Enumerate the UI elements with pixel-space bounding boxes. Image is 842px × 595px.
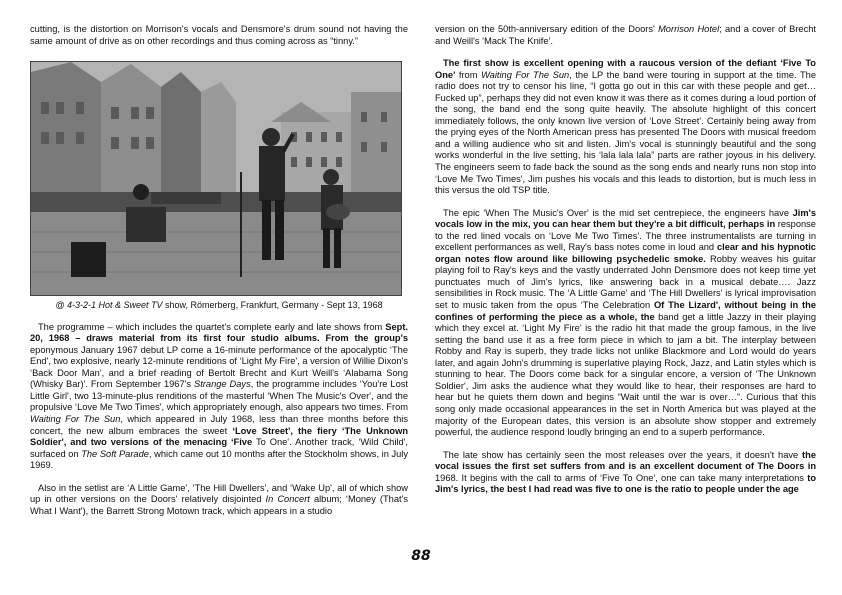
left-column <box>30 24 408 528</box>
right-column <box>435 24 816 507</box>
concert-photo <box>30 61 402 296</box>
page-number: 88 <box>411 548 431 564</box>
paragraph-late-show: The late show has certainly seen the most releases over the years, it doesn't have the vocal issues the first set suffers from and is an excellent document of The Doors in 1968. It begins with the call to arms of ‘Five To One', one can take many interpretations to Jim's lyrics, the best I had read was five to one is the ratio to people under the age <box>435 449 816 495</box>
paragraph-intro: cutting, is the distortion on Morrison's vocals and Densmore's drum sound not having the same amount of drive as on other recordings and thus coming across as “tinny.” <box>30 24 408 46</box>
paragraph-version: version on the 50th-anniversary edition of the Doors' Morrison Hotel; and a cover of Brecht and Weill's ‘Mack The Knife'. <box>435 24 816 46</box>
paragraph-setlist: Also in the setlist are ‘A Little Game', ‘The Hill Dwellers', and ‘Wake Up', all of which show up in other versions on the Doors' relatively disjointed In Concert album; ‘Money (That's What I Want'), the Barrett Strong Motown track, which appears in a studio <box>30 482 409 516</box>
paragraph-epic: The epic ‘When The Music's Over' is the mid set centrepiece, the engineers have Jim's vocals low in the mix, you can hear them but they're a bit difficult, perhaps in response to the red lined vocals on ‘Love Me Two Times'. The three instrumentalists are turning in excellent performances as well, Ray's bass notes come in loud and clear and his hypnotic organ notes flow around like billowing psychedelic smoke. Robby weaves his guitar playing foil to Ray's keys and the vastly underrated John Densmore does not keep time yet punctuates much of Jim's lyrics, like answering back in a musical debate…. Jazz sensibilities in Rock music. The ‘A Little Game' and ‘The Hill Dwellers' is lyrical improvisation set to music taken from the opus ‘The Celebration Of The Lizard', without being in the confines of performing the piece as a whole, the band get a little Jazzy in their playing which they excel at. ‘Light My Fire' is the radio hit that made the group famous, in the live setting the band use it as a free form piece in which to jam a bit. The interplay between Robby and Ray is superb, they trade licks not unlike Blackmore and Lord would do years later, and again John's drumming is superlative playing Rock, Jazz, and Latin styles which is stunning to hear. The Doors come back for a singular encore, a version of ‘The Unknown Soldier', Jim asks the audience what they would like to hear, their responses are hard to hear but he quiets them down and begins “Wait until the war is over…”. Curious that this song only made occasional appearances in the set in North America but was played at the majority of the European dates, this version is an absolute show stopper and extremely powerful, the audience respond loudly bringing an end to a superb performance. <box>435 207 816 438</box>
concert-photo-illustration <box>31 62 401 295</box>
paragraph-first-show: The first show is excellent opening with a raucous version of the defiant ‘Five To One' from Waiting For The Sun, the LP the band were touring in support at the time. The radio does not try to censor his line, “I gotta go out in this car with these people and get…Fucked up”, perhaps they did not even know it was there as it comes during a loud portion of the song, the band end the song quite heavily. The absolute highlight of this concert immediately follows, the only known live version of ‘Love Street'. Certainly being away from the prying eyes of the North American press has presented The Doors with musical freedom and a willing audience who sit and listen. Jim's vocal is stunningly beautiful and the song works wonderful in the live setting, his ‘lala lala lala” parts are rather joyous in his delivery. The engineers seem to fade back the sound as the song ends and nearly runs non stop into ‘Love Me Two Times', Jim pushes his vocals and this leads to distortion, but is much less in this versus the old TSP title. <box>435 58 817 196</box>
paragraph-programme: The programme – which includes the quartet's complete early and late shows from Sept. 20, 1968 – draws material from its first four studio albums. From the group's eponymous January 1967 debut LP come a 16-minute performance of the apocalyptic ‘The End', two explosive, nearly 12-minute renditions of ‘Light My Fire', a version of Willie Dixon's ‘Back Door Man', and a brief reading of Bertolt Brecht and Kurt Weill's ‘Alabama Song (Whisky Bar)'. From September 1967's Strange Days, the programme includes ‘You're Lost Little Girl', two 13-minute-plus renditions of the masterful ‘When The Music's Over', and the propulsive ‘Love Me Two Times', which appropriately enough, also appears two times. From Waiting For The Sun, which appeared in July 1968, less than three months before this concert, the new album embraces the sweet ‘Love Street', the fiery ‘The Unknown Soldier', and two versions of the menacing ‘Five To One'. Another track, ‘Wild Child', surfaced on The Soft Parade, which came out 10 months after the Stockholm shows, in July 1969. <box>30 321 408 471</box>
photo-caption: @ 4-3-2-1 Hot & Sweet TV show, Römerberg, Frankfurt, Germany - Sept 13, 1968 <box>55 300 383 311</box>
